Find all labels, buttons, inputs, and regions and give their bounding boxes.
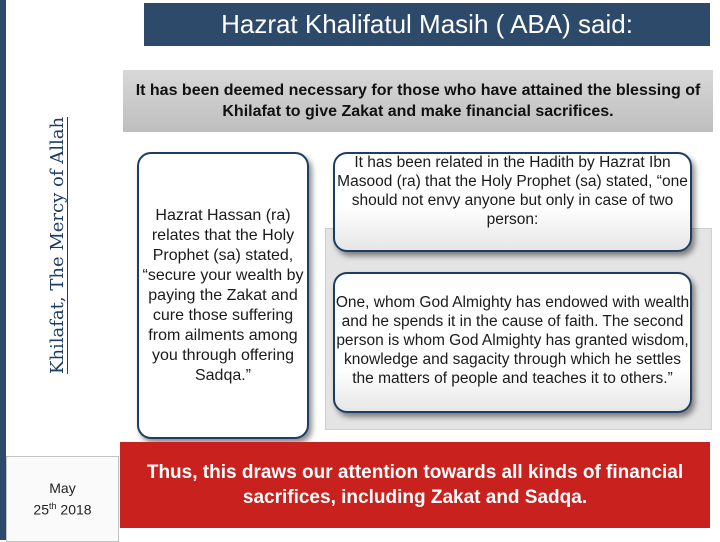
sidebar [0, 0, 117, 540]
hadith-card-two-persons [333, 272, 692, 413]
intro-banner [123, 70, 713, 132]
date-year: 2018 [60, 501, 92, 518]
intro-text: It has been deemed necessary for those who have attained the blessing of Khilafat to give Zakat and make financial sacrifices. [135, 82, 701, 120]
date-box [6, 456, 119, 542]
hadith-card-hassan [137, 152, 309, 439]
conclusion-banner [120, 442, 710, 528]
date-suffix: th [49, 501, 57, 512]
hadith-card-hassan-text: Hazrat Hassan (ra) relates that the Holy Prophet (sa) stated, “secure your wealth by paying the Zakat and cure those suffering from ailments among you through offering Sadqa.” [142, 206, 304, 384]
hadith-card-ibn-masood-text: It has been related in the Hadith by Hazrat Ibn Masood (ra) that the Holy Prophet (sa) stated, “one should not envy anyone but only in case of two person: [337, 154, 688, 228]
date-line [33, 497, 91, 519]
hadith-card-ibn-masood [333, 152, 692, 252]
date-month: May [49, 480, 76, 497]
date-day: 25 [33, 501, 49, 518]
conclusion-text: Thus, this draws our attention towards all kinds of financial sacrifices, including Zakat and Sadqa. [146, 462, 684, 508]
vertical-title: Khilafat, The Mercy of Allah [47, 116, 68, 374]
page-title: Hazrat Khalifatul Masih ( ABA) said: [144, 3, 710, 46]
hadith-card-two-persons-text: One, whom God Almighty has endowed with wealth and he spends it in the cause of faith. The second person is whom God Almighty has granted wisdom, knowledge and sagacity through which he settles the matters of people and teaches it to others.” [335, 294, 690, 387]
